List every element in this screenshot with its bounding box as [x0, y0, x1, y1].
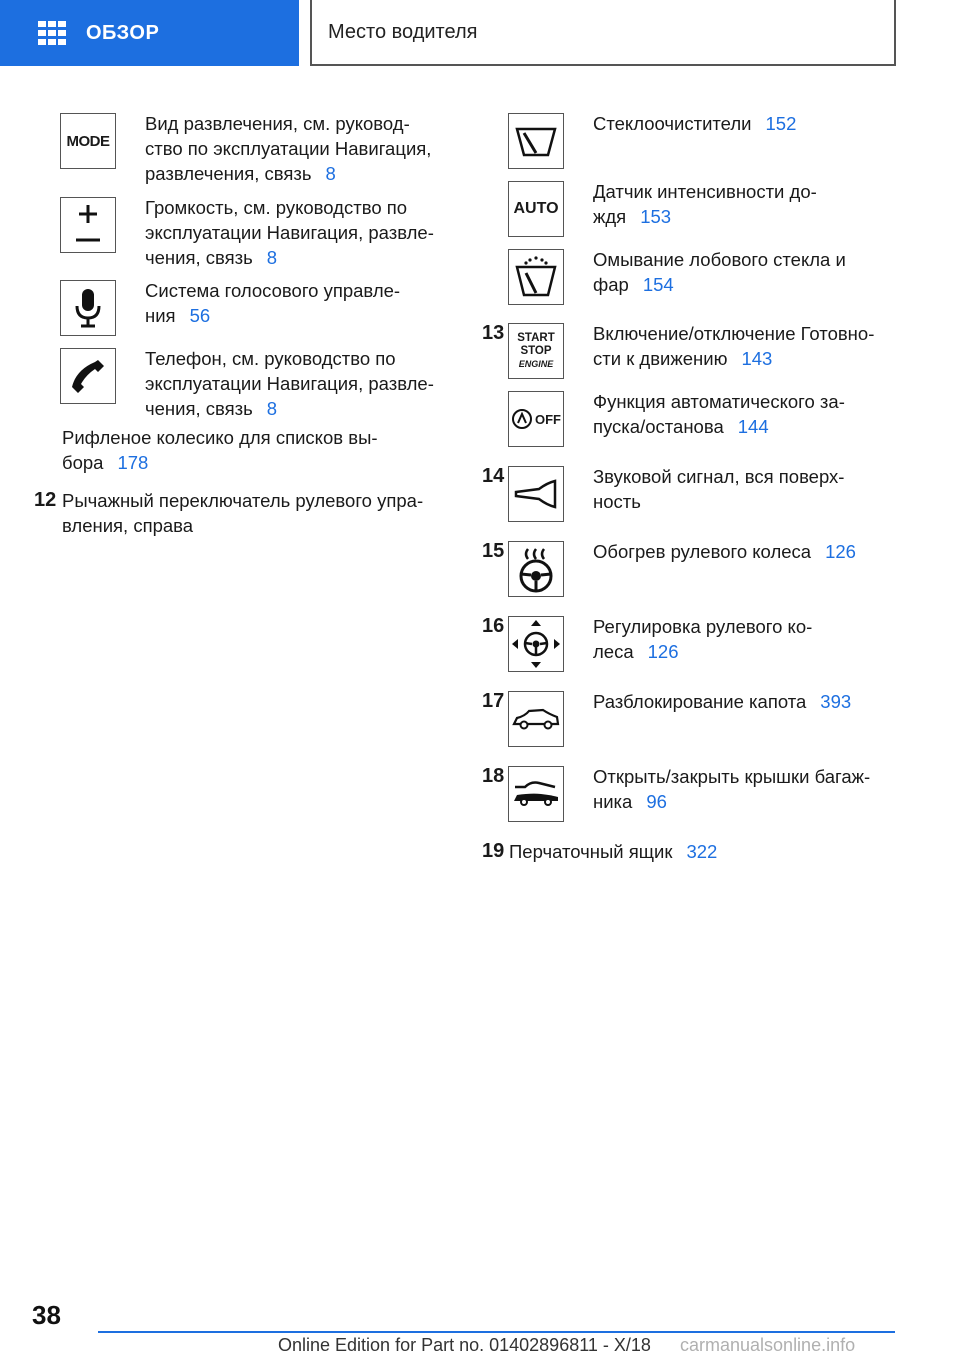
list-item [482, 111, 902, 179]
item-text: Громкость, см. руководство по эксплуатации Навигация, развле- чения, связь [145, 197, 434, 268]
steering-adjust-icon [508, 616, 564, 672]
page-link[interactable]: 8 [325, 163, 336, 184]
page-number: 38 [32, 1300, 61, 1330]
footer-divider [98, 1331, 895, 1333]
header-tab-overview[interactable] [0, 0, 299, 66]
item-text: Открыть/закрыть крышки багаж- ника [593, 766, 871, 812]
page-link[interactable]: 143 [741, 348, 773, 369]
page-link[interactable]: 393 [820, 691, 852, 712]
item-text: Включение/отключение Готовно- сти к движению [593, 323, 875, 369]
item-text: Датчик интенсивности до- ждя [593, 181, 817, 227]
steering-heat-icon [508, 541, 564, 597]
item-text: Омывание лобового стекла и фар [593, 249, 846, 295]
left-column [34, 111, 454, 538]
page-link[interactable]: 56 [189, 305, 211, 326]
page-link[interactable]: 322 [686, 841, 718, 862]
edition-text: Online Edition for Part no. 01402896811 - X/18 [278, 1335, 651, 1355]
auto-rain-sensor-icon: AUTO [508, 181, 564, 237]
wiper-icon [508, 113, 564, 169]
list-item [482, 464, 902, 539]
item-text: Телефон, см. руководство по эксплуатации Навигация, развле- чения, связь [145, 348, 434, 419]
item-text: Рифленое колесико для списков вы- бора [62, 427, 378, 473]
right-column [482, 111, 902, 864]
item-text: Разблокирование капота [593, 691, 807, 712]
list-item [482, 247, 902, 321]
page-link[interactable]: 152 [765, 113, 797, 134]
item-text: Вид развлечения, см. руковод- ство по эксплуатации Навигация, развлечения, связь [145, 113, 432, 184]
item-text: Функция автоматического за- пуска/останова [593, 391, 845, 437]
volume-plus-minus-icon [60, 197, 116, 253]
item-text: Рычажный переключатель рулевого упра- вления, справа [62, 490, 424, 536]
page-link[interactable]: 8 [266, 398, 278, 419]
tab-label: ОБЗОР [86, 21, 160, 44]
page-link[interactable]: 8 [266, 247, 278, 268]
item-number: 18 [482, 765, 505, 787]
item-text: Стеклоочистители [593, 113, 752, 134]
item-text: Регулировка рулевого ко- леса [593, 616, 813, 662]
list-item [34, 346, 454, 425]
page-link[interactable]: 154 [642, 274, 674, 295]
list-item [34, 111, 454, 195]
page-link[interactable]: 126 [825, 541, 856, 562]
list-item [482, 321, 902, 389]
page-link[interactable]: 178 [117, 452, 149, 473]
page-link[interactable]: 96 [646, 791, 667, 812]
list-item [34, 425, 454, 488]
page-link[interactable]: 126 [647, 641, 679, 662]
watermark: carmanualsonline.info [680, 1335, 856, 1355]
microphone-icon [60, 280, 116, 336]
auto-start-stop-off-icon: OFF [508, 391, 564, 447]
item-text: Система голосового управле- ния [145, 280, 401, 326]
item-text: Звуковой сигнал, вся поверх- ность [593, 466, 845, 512]
list-item [482, 614, 902, 689]
item-text: Обогрев рулевого колеса [593, 541, 812, 562]
item-number: 12 [34, 489, 57, 511]
page-link[interactable]: 153 [640, 206, 672, 227]
item-number: 19 [482, 840, 505, 862]
item-number: 17 [482, 690, 505, 712]
item-number: 16 [482, 615, 505, 637]
phone-icon [60, 348, 116, 404]
list-item [482, 839, 902, 864]
grid-menu-icon [38, 21, 66, 45]
washer-icon [508, 249, 564, 305]
list-item [482, 764, 902, 839]
page-link[interactable]: 144 [737, 416, 769, 437]
list-item [482, 539, 902, 614]
mode-icon: MODE [60, 113, 116, 169]
section-title: Место водителя [310, 0, 896, 66]
list-item [34, 488, 454, 538]
list-item [482, 179, 902, 247]
item-number: 13 [482, 322, 505, 344]
item-text: Перчаточный ящик [509, 841, 673, 862]
item-number: 14 [482, 465, 505, 487]
item-number: 15 [482, 540, 505, 562]
list-item [482, 689, 902, 764]
list-item [34, 195, 454, 278]
list-item [34, 278, 454, 346]
start-stop-icon: START STOP ENGINE [508, 323, 564, 379]
horn-icon [508, 466, 564, 522]
trunk-lid-icon [508, 766, 564, 822]
list-item [482, 389, 902, 464]
hood-release-icon [508, 691, 564, 747]
